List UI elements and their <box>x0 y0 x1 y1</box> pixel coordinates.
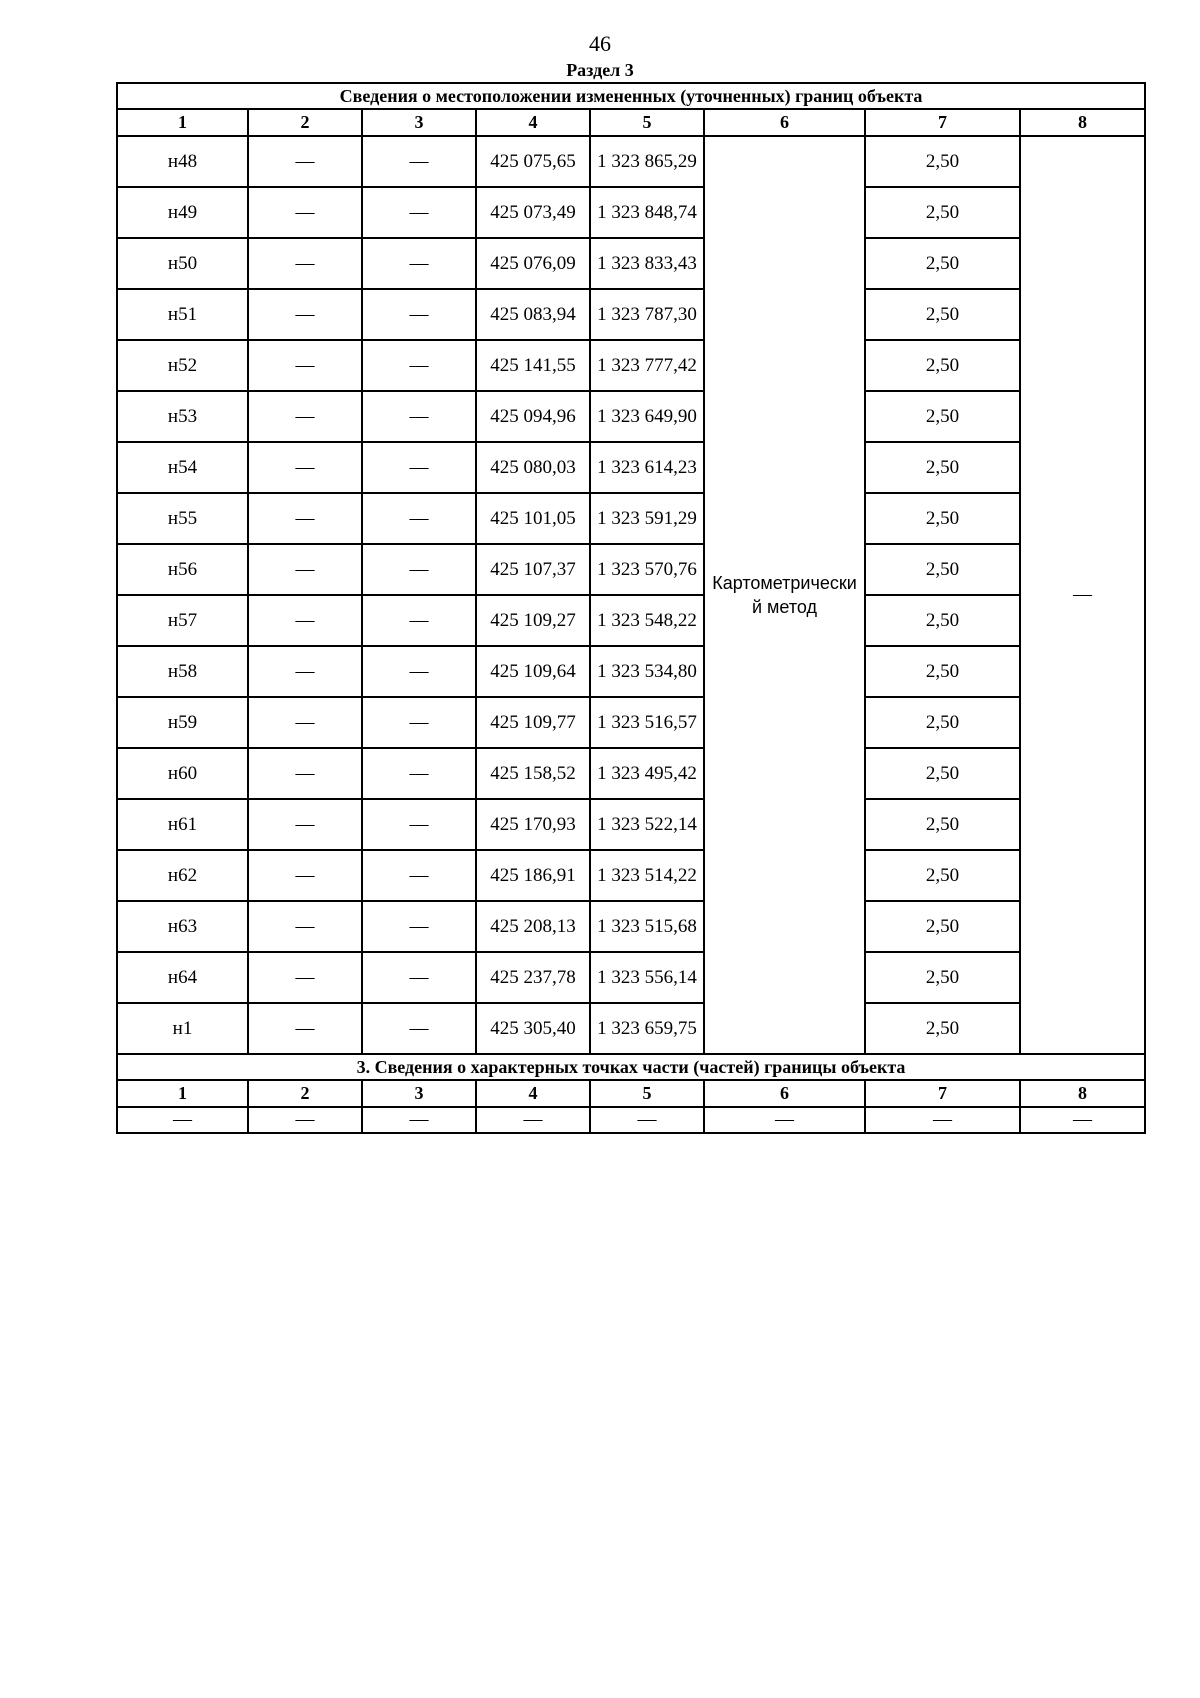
col3-cell: — <box>362 901 476 952</box>
col3-cell: — <box>362 697 476 748</box>
col2-cell: — <box>248 391 362 442</box>
precision-cell: 2,50 <box>865 391 1020 442</box>
part-value-row <box>117 1107 1145 1133</box>
col2-cell: — <box>248 544 362 595</box>
point-cell: н62 <box>117 850 248 901</box>
point-cell: н52 <box>117 340 248 391</box>
precision-cell: 2,50 <box>865 1003 1020 1054</box>
part-header-row <box>117 1080 1145 1107</box>
method-text-line2: й метод <box>751 597 817 617</box>
table-row <box>117 952 1145 1003</box>
col3-cell: — <box>362 289 476 340</box>
y-coordinate-cell: 1 323 614,23 <box>590 442 704 493</box>
y-coordinate-cell: 1 323 514,22 <box>590 850 704 901</box>
x-coordinate-cell: 425 101,05 <box>476 493 590 544</box>
x-coordinate-cell: 425 170,93 <box>476 799 590 850</box>
col2-cell: — <box>248 493 362 544</box>
x-coordinate-cell: 425 208,13 <box>476 901 590 952</box>
point-cell: н64 <box>117 952 248 1003</box>
point-cell: н53 <box>117 391 248 442</box>
x-coordinate-cell: 425 305,40 <box>476 1003 590 1054</box>
column-header: 4 <box>476 109 590 136</box>
point-cell: н49 <box>117 187 248 238</box>
part-value-cell: — <box>476 1107 590 1133</box>
precision-cell: 2,50 <box>865 799 1020 850</box>
y-coordinate-cell: 1 323 591,29 <box>590 493 704 544</box>
precision-cell: 2,50 <box>865 748 1020 799</box>
col3-cell: — <box>362 187 476 238</box>
point-cell: н50 <box>117 238 248 289</box>
precision-cell: 2,50 <box>865 952 1020 1003</box>
table-row <box>117 289 1145 340</box>
table-row <box>117 1003 1145 1054</box>
col8-cell: — <box>1020 136 1145 1054</box>
y-coordinate-cell: 1 323 865,29 <box>590 136 704 187</box>
col3-cell: — <box>362 136 476 187</box>
table-row <box>117 799 1145 850</box>
x-coordinate-cell: 425 107,37 <box>476 544 590 595</box>
precision-cell: 2,50 <box>865 850 1020 901</box>
part-value-cell: — <box>704 1107 865 1133</box>
precision-cell: 2,50 <box>865 340 1020 391</box>
table-row <box>117 391 1145 442</box>
col3-cell: — <box>362 595 476 646</box>
y-coordinate-cell: 1 323 787,30 <box>590 289 704 340</box>
point-cell: н59 <box>117 697 248 748</box>
method-text-line1: Картометрически <box>712 573 857 593</box>
col3-cell: — <box>362 1003 476 1054</box>
col2-cell: — <box>248 187 362 238</box>
part-value-cell: — <box>362 1107 476 1133</box>
part-value-cell: — <box>590 1107 704 1133</box>
table-title: Сведения о местоположении измененных (уточненных) границ объекта <box>117 83 1145 109</box>
table-row <box>117 850 1145 901</box>
y-coordinate-cell: 1 323 833,43 <box>590 238 704 289</box>
column-header: 8 <box>1020 109 1145 136</box>
column-header: 2 <box>248 109 362 136</box>
x-coordinate-cell: 425 109,27 <box>476 595 590 646</box>
x-coordinate-cell: 425 186,91 <box>476 850 590 901</box>
column-header: 5 <box>590 109 704 136</box>
section-title: Раздел 3 <box>566 60 634 80</box>
col2-cell: — <box>248 442 362 493</box>
table-row <box>117 595 1145 646</box>
table-row <box>117 442 1145 493</box>
col2-cell: — <box>248 289 362 340</box>
column-header-row <box>117 109 1145 136</box>
precision-cell: 2,50 <box>865 187 1020 238</box>
y-coordinate-cell: 1 323 522,14 <box>590 799 704 850</box>
precision-cell: 2,50 <box>865 697 1020 748</box>
column-header: 3 <box>362 109 476 136</box>
col2-cell: — <box>248 595 362 646</box>
col3-cell: — <box>362 544 476 595</box>
part-value-cell: — <box>117 1107 248 1133</box>
part-column-header: 7 <box>865 1080 1020 1107</box>
precision-cell: 2,50 <box>865 493 1020 544</box>
col3-cell: — <box>362 799 476 850</box>
y-coordinate-cell: 1 323 777,42 <box>590 340 704 391</box>
table-row <box>117 136 1145 187</box>
col3-cell: — <box>362 391 476 442</box>
col2-cell: — <box>248 340 362 391</box>
table-row <box>117 340 1145 391</box>
part-title: 3. Сведения о характерных точках части (частей) границы объекта <box>117 1054 1145 1080</box>
y-coordinate-cell: 1 323 570,76 <box>590 544 704 595</box>
col3-cell: — <box>362 442 476 493</box>
part-column-header: 6 <box>704 1080 865 1107</box>
coordinates-table <box>116 82 1146 1134</box>
table-row <box>117 748 1145 799</box>
point-cell: н63 <box>117 901 248 952</box>
x-coordinate-cell: 425 109,64 <box>476 646 590 697</box>
x-coordinate-cell: 425 158,52 <box>476 748 590 799</box>
col3-cell: — <box>362 850 476 901</box>
col2-cell: — <box>248 901 362 952</box>
y-coordinate-cell: 1 323 649,90 <box>590 391 704 442</box>
y-coordinate-cell: 1 323 548,22 <box>590 595 704 646</box>
x-coordinate-cell: 425 073,49 <box>476 187 590 238</box>
col3-cell: — <box>362 493 476 544</box>
table-row <box>117 238 1145 289</box>
col2-cell: — <box>248 799 362 850</box>
x-coordinate-cell: 425 083,94 <box>476 289 590 340</box>
point-cell: н58 <box>117 646 248 697</box>
table-row <box>117 646 1145 697</box>
col2-cell: — <box>248 697 362 748</box>
y-coordinate-cell: 1 323 534,80 <box>590 646 704 697</box>
col2-cell: — <box>248 646 362 697</box>
point-cell: н60 <box>117 748 248 799</box>
table-row <box>117 697 1145 748</box>
part-value-cell: — <box>865 1107 1020 1133</box>
col2-cell: — <box>248 748 362 799</box>
column-header: 1 <box>117 109 248 136</box>
point-cell: н56 <box>117 544 248 595</box>
x-coordinate-cell: 425 141,55 <box>476 340 590 391</box>
col3-cell: — <box>362 748 476 799</box>
col2-cell: — <box>248 952 362 1003</box>
y-coordinate-cell: 1 323 659,75 <box>590 1003 704 1054</box>
table-row <box>117 901 1145 952</box>
col3-cell: — <box>362 646 476 697</box>
point-cell: н51 <box>117 289 248 340</box>
point-cell: н1 <box>117 1003 248 1054</box>
column-header: 7 <box>865 109 1020 136</box>
precision-cell: 2,50 <box>865 646 1020 697</box>
precision-cell: 2,50 <box>865 544 1020 595</box>
x-coordinate-cell: 425 080,03 <box>476 442 590 493</box>
point-cell: н54 <box>117 442 248 493</box>
part-column-header: 1 <box>117 1080 248 1107</box>
table-row <box>117 544 1145 595</box>
col3-cell: — <box>362 238 476 289</box>
point-cell: н61 <box>117 799 248 850</box>
column-header: 6 <box>704 109 865 136</box>
precision-cell: 2,50 <box>865 442 1020 493</box>
precision-cell: 2,50 <box>865 136 1020 187</box>
point-cell: н57 <box>117 595 248 646</box>
page-number: 46 <box>589 31 611 56</box>
precision-cell: 2,50 <box>865 289 1020 340</box>
col3-cell: — <box>362 340 476 391</box>
part-value-cell: — <box>248 1107 362 1133</box>
precision-cell: 2,50 <box>865 238 1020 289</box>
precision-cell: 2,50 <box>865 901 1020 952</box>
table-row <box>117 493 1145 544</box>
x-coordinate-cell: 425 109,77 <box>476 697 590 748</box>
part-column-header: 5 <box>590 1080 704 1107</box>
method-cell <box>704 136 865 1054</box>
y-coordinate-cell: 1 323 516,57 <box>590 697 704 748</box>
x-coordinate-cell: 425 076,09 <box>476 238 590 289</box>
part-column-header: 8 <box>1020 1080 1145 1107</box>
x-coordinate-cell: 425 094,96 <box>476 391 590 442</box>
col2-cell: — <box>248 1003 362 1054</box>
col2-cell: — <box>248 238 362 289</box>
table-row <box>117 187 1145 238</box>
part-column-header: 3 <box>362 1080 476 1107</box>
col2-cell: — <box>248 136 362 187</box>
part-value-cell: — <box>1020 1107 1145 1133</box>
x-coordinate-cell: 425 075,65 <box>476 136 590 187</box>
y-coordinate-cell: 1 323 556,14 <box>590 952 704 1003</box>
part-column-header: 2 <box>248 1080 362 1107</box>
precision-cell: 2,50 <box>865 595 1020 646</box>
point-cell: н55 <box>117 493 248 544</box>
y-coordinate-cell: 1 323 515,68 <box>590 901 704 952</box>
col3-cell: — <box>362 952 476 1003</box>
y-coordinate-cell: 1 323 848,74 <box>590 187 704 238</box>
x-coordinate-cell: 425 237,78 <box>476 952 590 1003</box>
y-coordinate-cell: 1 323 495,42 <box>590 748 704 799</box>
point-cell: н48 <box>117 136 248 187</box>
part-column-header: 4 <box>476 1080 590 1107</box>
col2-cell: — <box>248 850 362 901</box>
